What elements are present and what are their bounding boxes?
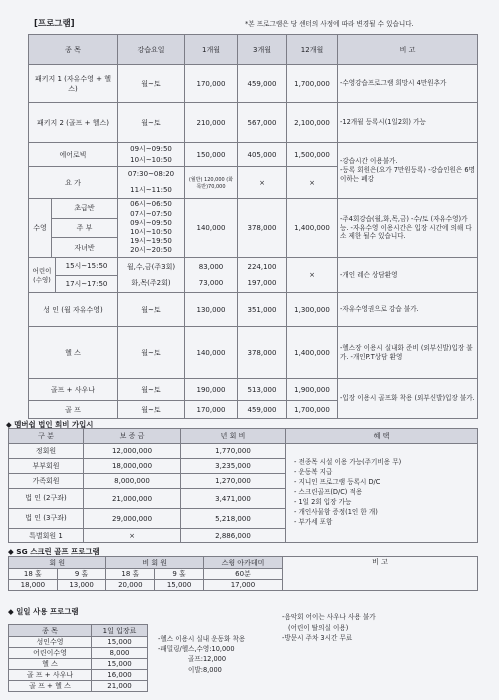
note-line: -패밀링/헬스,수영:10,000 xyxy=(158,645,235,654)
row-12m: 1,500,000 xyxy=(287,143,338,167)
annual-fee: 5,218,000 xyxy=(181,509,286,529)
page-title: [프로그램] xyxy=(34,19,75,29)
row-12m: 1,300,000 xyxy=(287,293,338,327)
note-line: -방문시 주차 3시간 무료 xyxy=(282,634,353,643)
daily-notes-right xyxy=(282,612,376,644)
row-note: -수영강습프로그램 희망시 4만원추가 xyxy=(338,65,478,103)
row-3m xyxy=(238,258,287,293)
col-note: 비 고 xyxy=(338,35,478,65)
table-row xyxy=(29,103,478,143)
price: 15,000 xyxy=(155,580,204,591)
swim-level: 초급반 xyxy=(52,199,117,219)
row-1m: 150,000 xyxy=(185,143,238,167)
holes: 18 홀 xyxy=(9,569,58,580)
header-note: *본 프로그램은 당 센터의 사정에 따라 변경될 수 있습니다. xyxy=(245,20,414,28)
row-name: 골 프 xyxy=(29,401,118,419)
row-day: 월~토 xyxy=(118,401,185,419)
col-academy: 스윙 아카데미 xyxy=(203,557,282,569)
table-row xyxy=(9,681,148,692)
time-slot: 09시~09:50 xyxy=(130,218,172,227)
row-12m: × xyxy=(287,167,338,199)
price: 73,000 xyxy=(198,279,224,287)
row-times xyxy=(118,199,185,258)
row-3m: × xyxy=(238,167,287,199)
col-day: 강습요일 xyxy=(118,35,185,65)
time-slot: 15시~15:50 xyxy=(56,258,117,276)
sport: 어린이수영 xyxy=(9,648,92,659)
col-1m: 1개월 xyxy=(185,35,238,65)
row-12m: 2,100,000 xyxy=(287,103,338,143)
membership-title: ◆ 멤버쉽 법인 회비 가입시 xyxy=(6,420,94,429)
time-slot: 11시~11:50 xyxy=(130,185,172,194)
row-1m: 170,000 xyxy=(185,65,238,103)
row-times xyxy=(118,143,185,167)
row-days xyxy=(118,258,185,293)
row-1m: 170,000 xyxy=(185,401,238,419)
row-1m: (월반) 120,000 (화목반)70,000 xyxy=(185,167,238,199)
holes: 9 홀 xyxy=(57,569,106,580)
row-3m: 378,000 xyxy=(238,327,287,379)
note-line: -강습시간 이용불가. xyxy=(340,157,398,166)
price: 197,000 xyxy=(247,279,277,287)
row-3m: 567,000 xyxy=(238,103,287,143)
row-12m: 1,400,000 xyxy=(287,199,338,258)
row-day: 월~토 xyxy=(118,379,185,401)
benefit: - 부가세 포함 xyxy=(294,517,333,526)
row-12m: 1,900,000 xyxy=(287,379,338,401)
col-daily-fee: 1일 입장료 xyxy=(92,625,148,637)
col-member: 회 원 xyxy=(9,557,106,569)
deposit: 29,000,000 xyxy=(84,509,181,529)
row-note: -주4회강습(월,화,목,금) -수/토 (자유수영)가능. -자유수영 이용시간은 입장 시간에 의해 다소 제한 될수 있습니다. xyxy=(338,199,478,258)
member-type: 법 인 (2구좌) xyxy=(9,489,84,509)
table-row xyxy=(29,293,478,327)
deposit: 12,000,000 xyxy=(84,444,181,459)
row-times xyxy=(118,167,185,199)
price: 20,000 xyxy=(106,580,155,591)
row-note: -12개월 등록시(1일2회) 가능 xyxy=(338,103,478,143)
deposit: 8,000,000 xyxy=(84,474,181,489)
row-name: 헬 스 xyxy=(29,327,118,379)
price: 18,000 xyxy=(9,580,58,591)
time-slot: 20시~20:50 xyxy=(130,246,172,255)
row-day: 월~토 xyxy=(118,65,185,103)
kids-label: 어린이 (수영) xyxy=(29,258,56,292)
daily-table xyxy=(8,624,148,692)
daily-notes-mid xyxy=(158,634,245,675)
row-3m: 459,000 xyxy=(238,401,287,419)
col-remark: 비 고 xyxy=(283,557,478,591)
sport: 골 프 + 헬 스 xyxy=(9,681,92,692)
member-type: 특별회원 1 xyxy=(9,529,84,543)
table-row xyxy=(29,143,478,167)
note-line: 골프:12,000 xyxy=(188,655,227,664)
note-line: -헬스 이용시 실내 운동화 착용 xyxy=(158,635,246,643)
benefit: - 스크린골프(D/C) 적용 xyxy=(294,488,363,497)
sport: 골 프 + 사우나 xyxy=(9,670,92,681)
col-annual: 년 회 비 xyxy=(181,429,286,444)
benefit: - 개인사물함 증정(1인 한 개) xyxy=(294,507,378,516)
price: 224,100 xyxy=(247,262,277,271)
row-note xyxy=(338,143,478,199)
annual-fee: 1,770,000 xyxy=(181,444,286,459)
row-3m: 513,000 xyxy=(238,379,287,401)
fee: 8,000 xyxy=(92,648,148,659)
price: 13,000 xyxy=(57,580,106,591)
membership-table xyxy=(8,428,478,543)
duration: 60분 xyxy=(203,569,282,580)
row-3m: 378,000 xyxy=(238,199,287,258)
fee: 15,000 xyxy=(92,659,148,670)
swim-level: 자녀반 xyxy=(74,243,95,252)
table-row xyxy=(9,648,148,659)
row-name: 성 인 (월 자유수영) xyxy=(29,293,118,327)
row-day: 월~토 xyxy=(118,103,185,143)
col-12m: 12개월 xyxy=(287,35,338,65)
row-12m: 1,700,000 xyxy=(287,65,338,103)
row-3m: 351,000 xyxy=(238,293,287,327)
member-type: 가족회원 xyxy=(9,474,84,489)
row-name: 에어로빅 xyxy=(29,143,118,167)
price: 17,000 xyxy=(203,580,282,591)
deposit: 18,000,000 xyxy=(84,459,181,474)
row-name xyxy=(29,199,118,258)
row-12m: 1,400,000 xyxy=(287,327,338,379)
col-3m: 3개월 xyxy=(238,35,287,65)
note-line: 이발:8,000 xyxy=(188,665,222,674)
benefit: - 전종목 시설 이용 가능(주기비용 무) xyxy=(294,458,402,467)
note-line: -등록 회원은(요가 7만원등록) -강습인원은 6명 이하는 폐강 xyxy=(340,166,475,183)
row-note: -입장 이용시 골프화 착용 (외부신발)입장 불가. xyxy=(338,379,478,419)
day-slot: 월,수,금(주3회) xyxy=(126,262,176,271)
row-name: 요 가 xyxy=(29,167,118,199)
time-slot: 19시~19:50 xyxy=(130,237,172,246)
holes: 9 홀 xyxy=(155,569,204,580)
member-type: 법 인 (3구좌) xyxy=(9,509,84,529)
row-1m: 210,000 xyxy=(185,103,238,143)
row-name: 골프 + 사우나 xyxy=(29,379,118,401)
row-day: 월~토 xyxy=(118,327,185,379)
screen-golf-title: ◆ SG 스크린 골프 프로그램 xyxy=(8,547,100,556)
deposit: 21,000,000 xyxy=(84,489,181,509)
time-slot: 07시~07:50 xyxy=(130,209,172,218)
col-sport: 종 목 xyxy=(29,35,118,65)
fee: 16,000 xyxy=(92,670,148,681)
row-note: -개인 레슨 상담환영 xyxy=(338,258,478,293)
row-1m: 190,000 xyxy=(185,379,238,401)
col-nonmember: 비 회 원 xyxy=(106,557,203,569)
col-deposit: 보 증 금 xyxy=(84,429,181,444)
table-row xyxy=(9,670,148,681)
program-table xyxy=(28,34,478,419)
sport: 성인수영 xyxy=(9,637,92,648)
holes: 18 홀 xyxy=(106,569,155,580)
row-1m: 140,000 xyxy=(185,327,238,379)
row-12m: 1,700,000 xyxy=(287,401,338,419)
member-type: 부부회원 xyxy=(9,459,84,474)
daily-title: ◆ 일일 사용 프로그램 xyxy=(8,607,79,616)
row-12m: × xyxy=(287,258,338,293)
annual-fee: 3,235,000 xyxy=(181,459,286,474)
sport: 헬 스 xyxy=(9,659,92,670)
time-slot: 10시~10:50 xyxy=(130,155,172,164)
swim-level: 주 부 xyxy=(52,219,117,239)
annual-fee: 2,886,000 xyxy=(181,529,286,543)
time-slot: 06시~06:50 xyxy=(130,200,172,209)
price: 83,000 xyxy=(198,262,224,271)
row-name xyxy=(29,258,118,293)
row-day: 월~토 xyxy=(118,293,185,327)
row-name: 패키지 1 (자유수영 + 헬스) xyxy=(29,65,118,103)
note-line: (어린이 탈의실 이용) xyxy=(288,623,349,632)
benefit: - 지니인 프로그램 등록시 D/C xyxy=(294,478,381,487)
note-line: -음악회 어이는 사우나 사용 불가 xyxy=(282,613,376,621)
table-row xyxy=(9,444,478,459)
time-slot: 17시~17:50 xyxy=(65,279,108,288)
table-row xyxy=(29,379,478,401)
deposit: × xyxy=(84,529,181,543)
col-sport: 종 목 xyxy=(9,625,92,637)
table-row xyxy=(9,637,148,648)
row-1m xyxy=(185,258,238,293)
col-benefit: 혜 택 xyxy=(286,429,478,444)
row-3m: 405,000 xyxy=(238,143,287,167)
time-slot: 10시~10:50 xyxy=(130,228,172,236)
time-slot: 09시~09:50 xyxy=(130,145,172,153)
member-type: 정회원 xyxy=(9,444,84,459)
table-row xyxy=(29,65,478,103)
table-row xyxy=(29,258,478,293)
annual-fee: 1,270,000 xyxy=(181,474,286,489)
fee: 21,000 xyxy=(92,681,148,692)
time-slot: 07:30~08:20 xyxy=(127,170,175,179)
day-slot: 화,목(주2회) xyxy=(131,279,171,287)
table-row xyxy=(29,327,478,379)
benefit-list xyxy=(286,444,478,543)
row-1m: 130,000 xyxy=(185,293,238,327)
col-type: 구 분 xyxy=(9,429,84,444)
table-row xyxy=(29,199,478,258)
row-name: 패키지 2 (골프 + 헬스) xyxy=(29,103,118,143)
row-note: -헬스장 이용시 실내화 준비 (외부신발)입장 불가. -개인P.T상담 환영 xyxy=(338,327,478,379)
row-3m: 459,000 xyxy=(238,65,287,103)
benefit: - 1일 2회 입장 가능 xyxy=(294,497,352,506)
benefit: - 운동복 지급 xyxy=(294,468,333,477)
annual-fee: 3,471,000 xyxy=(181,489,286,509)
row-1m: 140,000 xyxy=(185,199,238,258)
screen-golf-table xyxy=(8,556,478,591)
swim-label: 수영 xyxy=(29,199,52,257)
fee: 15,000 xyxy=(92,637,148,648)
row-note: -자유수영권으로 강습 불가. xyxy=(338,293,478,327)
table-row xyxy=(9,659,148,670)
